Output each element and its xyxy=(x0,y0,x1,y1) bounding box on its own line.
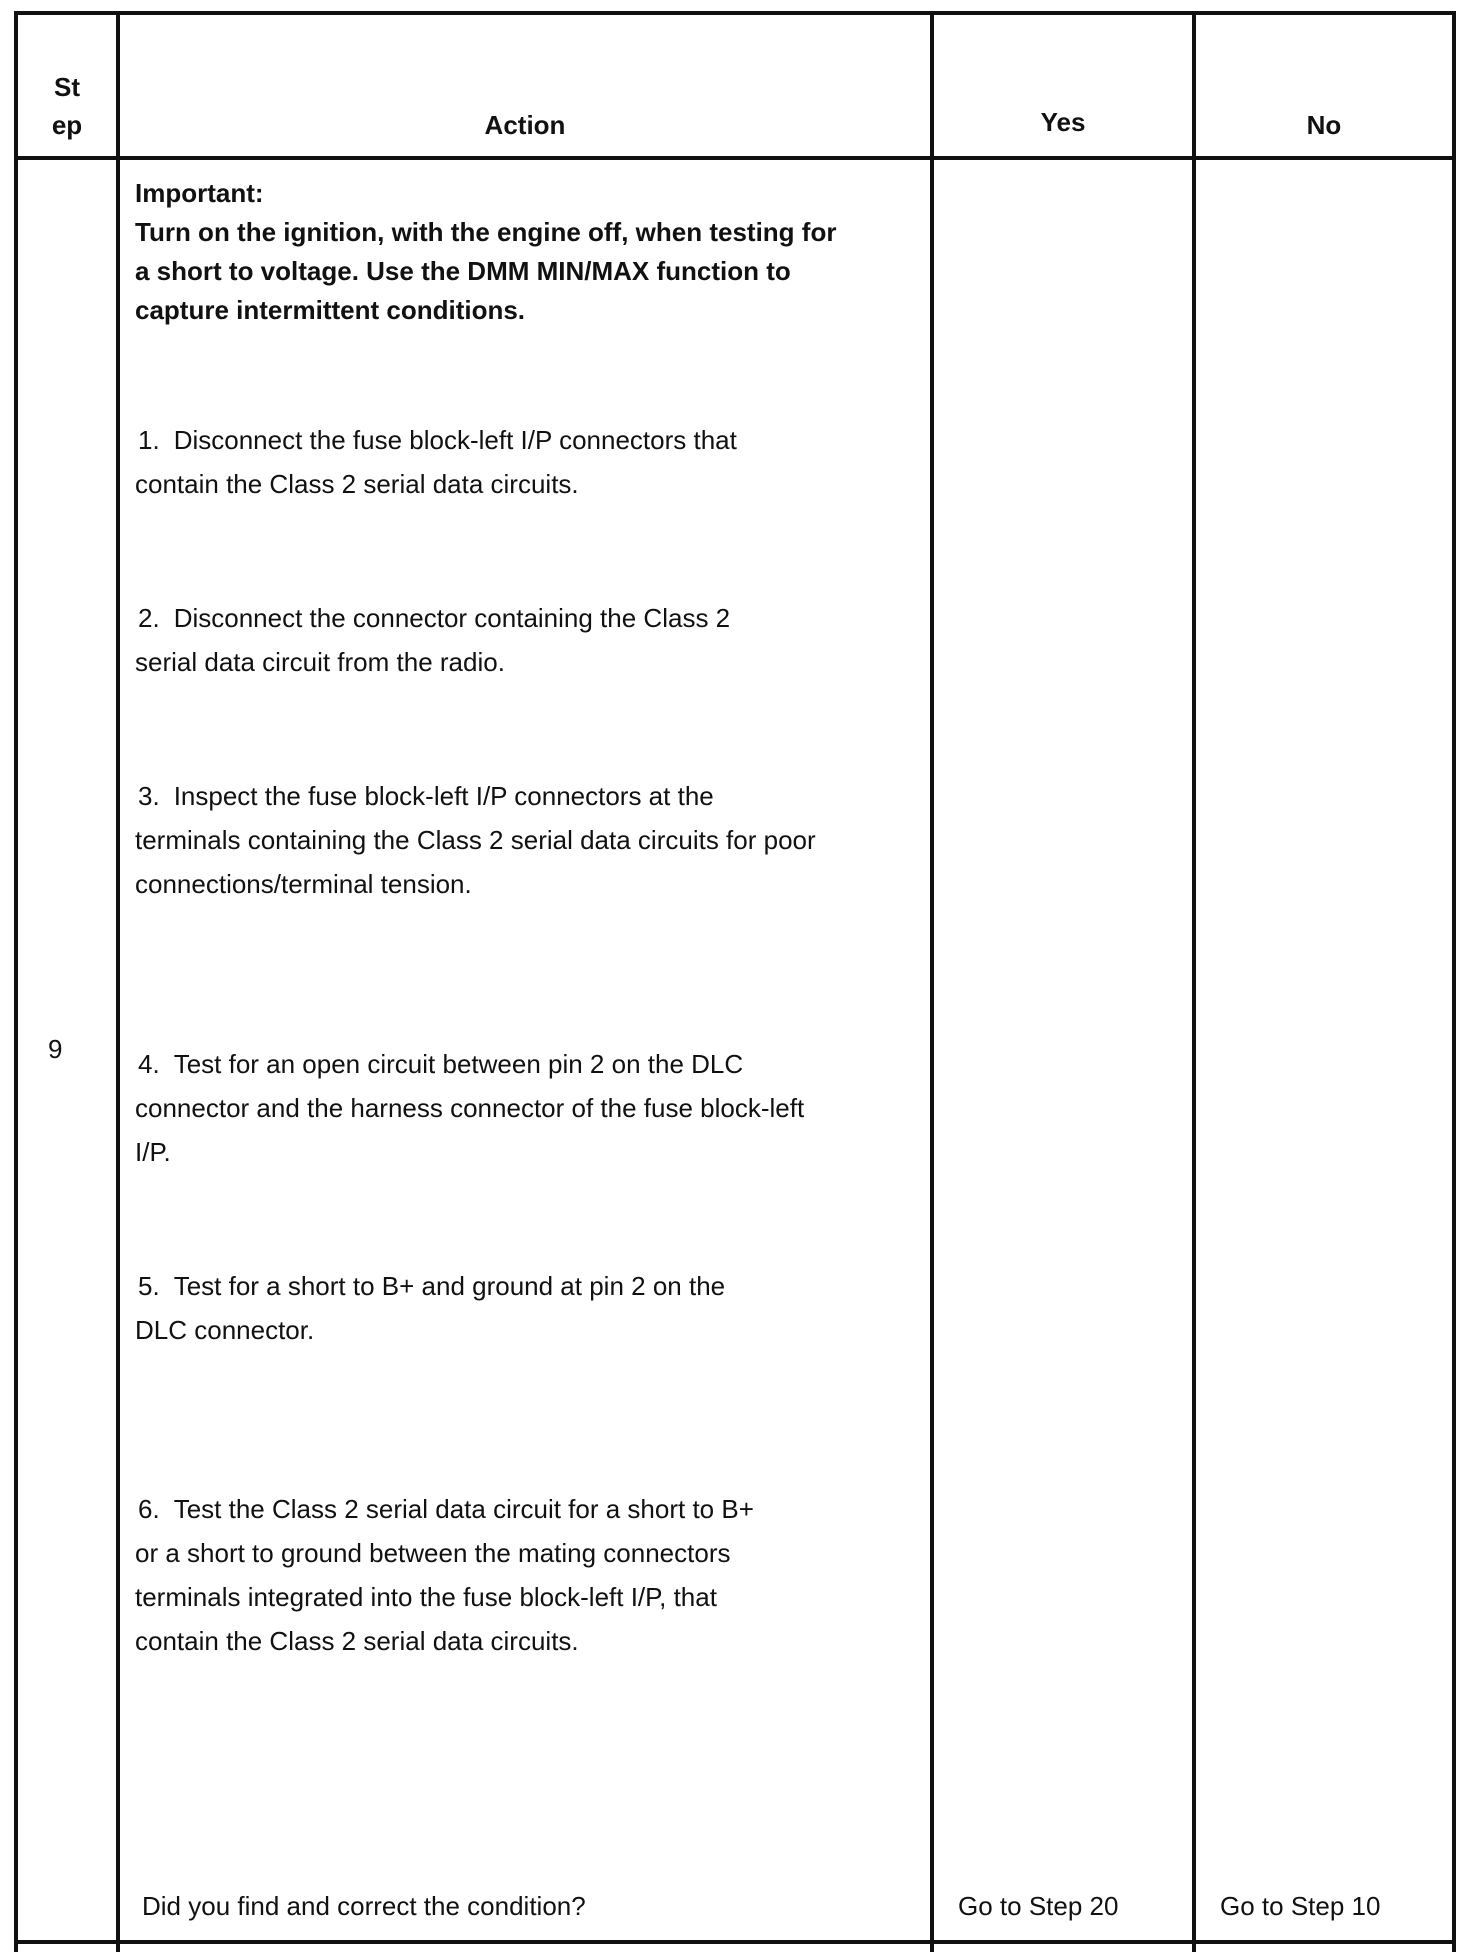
step-2-number: 2. xyxy=(138,603,160,633)
header-action: Action xyxy=(484,110,566,140)
step-4-line-2: connector and the harness connector of the fuse block-left xyxy=(135,1093,805,1123)
step-6-line-2: or a short to ground between the mating connectors xyxy=(135,1538,731,1568)
step-1-line-2: contain the Class 2 serial data circuits. xyxy=(135,469,579,499)
header-divider xyxy=(14,156,1456,160)
header-step-line-1: St xyxy=(54,72,80,102)
action-step-1 xyxy=(135,418,737,506)
step-6-number: 6. xyxy=(138,1494,160,1524)
step-1-number: 1. xyxy=(138,425,160,455)
step-4-line-3: I/P. xyxy=(135,1137,171,1167)
question-text: Did you find and correct the condition? xyxy=(142,1891,586,1921)
no-action-link[interactable]: Go to Step 10 xyxy=(1220,1891,1381,1921)
header-step xyxy=(18,68,116,144)
step-5-line-2: DLC connector. xyxy=(135,1315,315,1345)
action-step-2 xyxy=(135,596,730,684)
yes-action-link[interactable]: Go to Step 20 xyxy=(958,1891,1119,1921)
table-border-left xyxy=(14,11,18,1952)
step-5-line-1: Test for a short to B+ and ground at pin 2 on the xyxy=(173,1271,726,1301)
step-2-line-2: serial data circuit from the radio. xyxy=(135,647,505,677)
action-step-4 xyxy=(135,1042,804,1174)
action-step-6 xyxy=(135,1487,754,1663)
important-title: Important: xyxy=(135,178,264,208)
step-number: 9 xyxy=(48,1034,63,1064)
column-divider-yes xyxy=(1192,11,1196,1952)
step-4-number: 4. xyxy=(138,1049,160,1079)
column-divider-step xyxy=(116,11,120,1952)
important-note xyxy=(135,174,836,330)
step-3-number: 3. xyxy=(138,781,160,811)
column-divider-action xyxy=(930,11,934,1952)
action-step-5 xyxy=(135,1264,725,1352)
step-3-line-3: connections/terminal tension. xyxy=(135,869,472,899)
important-line-2: a short to voltage. Use the DMM MIN/MAX function to xyxy=(135,256,791,286)
header-no: No xyxy=(1306,110,1342,140)
important-line-3: capture intermittent conditions. xyxy=(135,295,526,325)
header-yes: Yes xyxy=(1040,107,1086,137)
step-3-line-2: terminals containing the Class 2 serial data circuits for poor xyxy=(135,825,816,855)
step-6-line-1: Test the Class 2 serial data circuit for a short to B+ xyxy=(173,1494,754,1524)
action-step-3 xyxy=(135,774,816,906)
step-5-number: 5. xyxy=(138,1271,160,1301)
important-line-1: Turn on the ignition, with the engine off, when testing for xyxy=(135,217,837,247)
step-6-line-3: terminals integrated into the fuse block-left I/P, that xyxy=(135,1582,717,1612)
step-6-line-4: contain the Class 2 serial data circuits. xyxy=(135,1626,579,1656)
table-border-right xyxy=(1452,11,1456,1952)
step-2-line-1: Disconnect the connector containing the Class 2 xyxy=(173,603,731,633)
table-border-bottom xyxy=(14,1940,1456,1944)
step-1-line-1: Disconnect the fuse block-left I/P connectors that xyxy=(173,425,737,455)
step-3-line-1: Inspect the fuse block-left I/P connectors at the xyxy=(173,781,714,811)
header-step-line-2: ep xyxy=(51,110,83,140)
step-4-line-1: Test for an open circuit between pin 2 on the DLC xyxy=(173,1049,744,1079)
table-border-top xyxy=(14,11,1456,15)
